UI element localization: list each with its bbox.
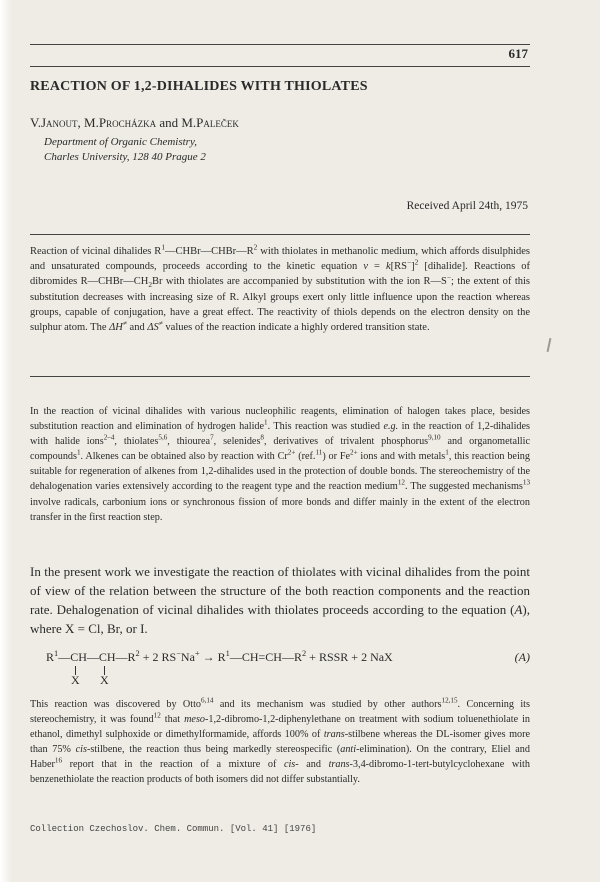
equation-label: (A) (514, 650, 530, 664)
university: Charles University, 128 40 Prague 2 (44, 151, 206, 163)
intro-text: (ref. (295, 451, 316, 463)
abstract-text: [RS (390, 261, 407, 273)
reference: 16 (54, 756, 63, 765)
intro-text: , thiourea (167, 436, 211, 448)
eq-part: → R (199, 650, 226, 664)
department: Department of Organic Chemistry, (44, 136, 197, 148)
abstract-rule-bottom (30, 376, 530, 377)
abstract-text: ΔH (109, 322, 123, 334)
eq-part: + (194, 649, 200, 658)
eq-part: 2 (301, 649, 307, 658)
body-paragraph (30, 562, 530, 638)
reference: 9,10 (428, 433, 441, 442)
body-text: cis (283, 759, 296, 771)
reference: 13 (522, 479, 530, 488)
eq-part: 1 (54, 649, 59, 658)
intro-text: , selenides (213, 436, 261, 448)
reference: 1 (445, 448, 449, 457)
received-date: Received April 24th, 1975 (406, 200, 528, 212)
authors: V.Janout, M.Procházka and M.Paleček (30, 115, 239, 130)
article-title: REACTION OF 1,2-DIHALIDES WITH THIOLATES (30, 79, 368, 94)
intro-text: . This reaction was studied (267, 421, 384, 433)
intro-text: , this reaction being suitable for regeneration of alkenes from 1,2-dihalides used in the protection of double bonds. The stereochemistry of the dehalogenation varies extensively according to the reagent type and the reaction medium (30, 451, 530, 493)
abstract-text: Reaction of vicinal dihalides R (30, 246, 162, 257)
eq-part: R (46, 650, 55, 664)
abstract-text: = (367, 261, 386, 273)
body-paragraph-2 (30, 697, 530, 788)
intro-text: e.g. (383, 421, 399, 433)
reference: 6,14 (201, 696, 214, 705)
abstract-text: v (363, 261, 368, 273)
reference: 2+ (350, 448, 358, 457)
body-text: -stilbene, the reaction thus being markedly stereospecific ( (86, 744, 341, 756)
body-text: that (160, 714, 185, 726)
abstract-rule-top (30, 234, 530, 235)
body-text: This reaction was discovered by Otto (30, 699, 202, 710)
eq-part: 2 (135, 649, 140, 658)
eq-substituent: X (71, 673, 80, 687)
reference: 8 (260, 433, 264, 442)
reference: 1 (264, 418, 268, 427)
reference: 11 (315, 448, 323, 457)
equation-line (46, 650, 393, 665)
intro-paragraph (30, 404, 530, 525)
intro-text: and organometallic compounds (30, 436, 530, 463)
abstract-text: Br with thiolates are accompanied by substitution with the ion R—S (152, 276, 447, 288)
body-text: In the present work we investigate the reaction of thiolates with vicinal dihalides from the point of view of the relation between the structure of the both reaction components and the reaction rate. Dehalogenation of vicinal dihalides with thiolates proceeds according to the equation ( (30, 564, 530, 617)
abstract-text: ] (411, 261, 415, 273)
eq-part: —CH=CH—R (229, 650, 302, 664)
body-text: - and (295, 759, 329, 771)
eq-part: + RSSR + 2 NaX (306, 650, 393, 664)
page-edge (0, 0, 12, 882)
body-text: trans (328, 759, 350, 771)
reference: 1 (76, 448, 81, 457)
reference: 12 (153, 711, 161, 720)
eq-part: 1 (225, 649, 230, 658)
author-initial: M. (181, 115, 197, 130)
abstract-text: [dihalide]. Reactions of dibromides R—CHBr—CH (30, 261, 530, 288)
body-text: -3,4-dibromo-1-tert-butylcyclohexane with benzenethiolate the reaction products of both isomers did not differ substantially. (30, 759, 530, 786)
body-text: -isomer gives more than 75% (30, 729, 531, 756)
journal-footer: Collection Czechoslov. Chem. Commun. [Vol. 41] [1976] (30, 824, 317, 834)
eq-part: Na (180, 650, 195, 664)
abstract-text: with thiolates in methanolic medium, which affords disulphides and unsaturated compounds, proceeds according to the kinetic equation (30, 246, 530, 273)
intro-text: In the reaction of vicinal dihalides with various nucleophilic reagents, elimination of halogen takes place, besides substitution reaction and elimination of hydrogen halide (30, 406, 530, 433)
abstract-text: k (385, 261, 391, 273)
reference: 2–4 (103, 433, 115, 442)
reference: 2+ (287, 448, 296, 457)
reference: 12 (397, 479, 405, 488)
reference: 5,6 (158, 433, 168, 442)
body-text: report that in the reaction of a mixture of (62, 759, 284, 771)
eq-substituent: X (100, 673, 109, 687)
abstract: Reaction of vicinal dihalides $R^1—CHBr—CHBr—R^2$ with thiolates in methanolic medium, which affords disulphides and unsaturated compounds, proceeds according to the kinetic equation $v = k[RS^-]^2$ [dihalide]. Reactions of dibromides $R—CHBr—CH_2Br$ with thiolates are accompanied by substitution with the ion R—S−; the extent of this substitution decreases with increasing size of R. Alkyl groups exert only little influence upon the reaction whereas groups, capable of conjugation, have a great effect. The reactivity of thiols depends on the electron density on the sulphur atom. The ΔH≠ and ΔS≠ values of the reaction indicate a highly ordered transition state. (30, 242, 531, 334)
body-text: meso (184, 714, 205, 726)
intro-text: , thiolates (114, 436, 159, 448)
header-rule (30, 44, 530, 45)
abstract-text: ; the extent of this substitution decreases with increasing size of R. Alkyl groups exert only little influence upon the reaction whereas groups, capable of conjugation, have a great effect. The reactivity of thiols depends on the electron density on the sulphur atom. The (30, 276, 531, 334)
author-initial: M. (84, 115, 99, 130)
abstract-text: values of the reaction indicate a highly ordered transition state. (162, 322, 430, 334)
margin-mark (547, 338, 552, 352)
body-text: anti (340, 744, 357, 756)
eq-part: + 2 RS (139, 650, 177, 664)
intro-text: . Alkenes can be obtained also by reaction with Cr (80, 451, 288, 463)
affiliation (44, 135, 206, 165)
intro-text: . The suggested mechanisms (404, 481, 523, 493)
abstract-text: —CHBr—CHBr—R (164, 246, 254, 257)
reaction-equation (46, 650, 530, 690)
body-text: DL (435, 729, 450, 741)
author-name: Paleček (196, 115, 239, 130)
intro-text: ) or Fe (322, 451, 351, 463)
abstract-text: ΔS (147, 322, 159, 334)
intro-text: ions and with metals (357, 451, 446, 463)
eq-part: − (176, 649, 181, 658)
reference: 7 (210, 433, 214, 442)
author-initial: V. (30, 115, 41, 130)
reference: 12,15 (441, 696, 458, 705)
author-name: Janout (40, 115, 78, 130)
header-rule-lower (30, 66, 530, 67)
body-text: A (514, 602, 523, 617)
intro-text: , derivatives of trivalent phosphorus (263, 436, 429, 448)
author-name: Procházka (98, 115, 157, 130)
body-text: -stilbene whereas the (344, 729, 436, 741)
body-text: trans (323, 729, 345, 741)
author-conjunction: and (159, 115, 179, 130)
body-text: ), where X = Cl, Br, or I. (30, 602, 530, 636)
eq-part: —CH—CH—R (58, 650, 136, 664)
intro-text: in the reaction of 1,2-dihalides with halide ions (30, 421, 530, 448)
body-text: -1,2-dibromo-1,2-diphenylethane on treatment with sodium toluenethiolate in ethanol, dimethyl sulphoxide or dimethylformamide, affords 100% of (30, 714, 531, 741)
body-text: -elimination). On the contrary, Eliel and Haber (30, 744, 530, 771)
abstract-text: and (126, 322, 148, 334)
body-text: cis (75, 744, 87, 756)
body-text: . Concerning its stereochemistry, it was found (30, 699, 530, 726)
page-number: 617 (508, 46, 528, 61)
body-text: and its mechanism was studied by other authors (213, 699, 442, 710)
intro-text: involve radicals, carbonium ions or synchronous fission of more bonds and differ mainly in the extent of the electron transfer in the first reaction step. (30, 496, 530, 523)
